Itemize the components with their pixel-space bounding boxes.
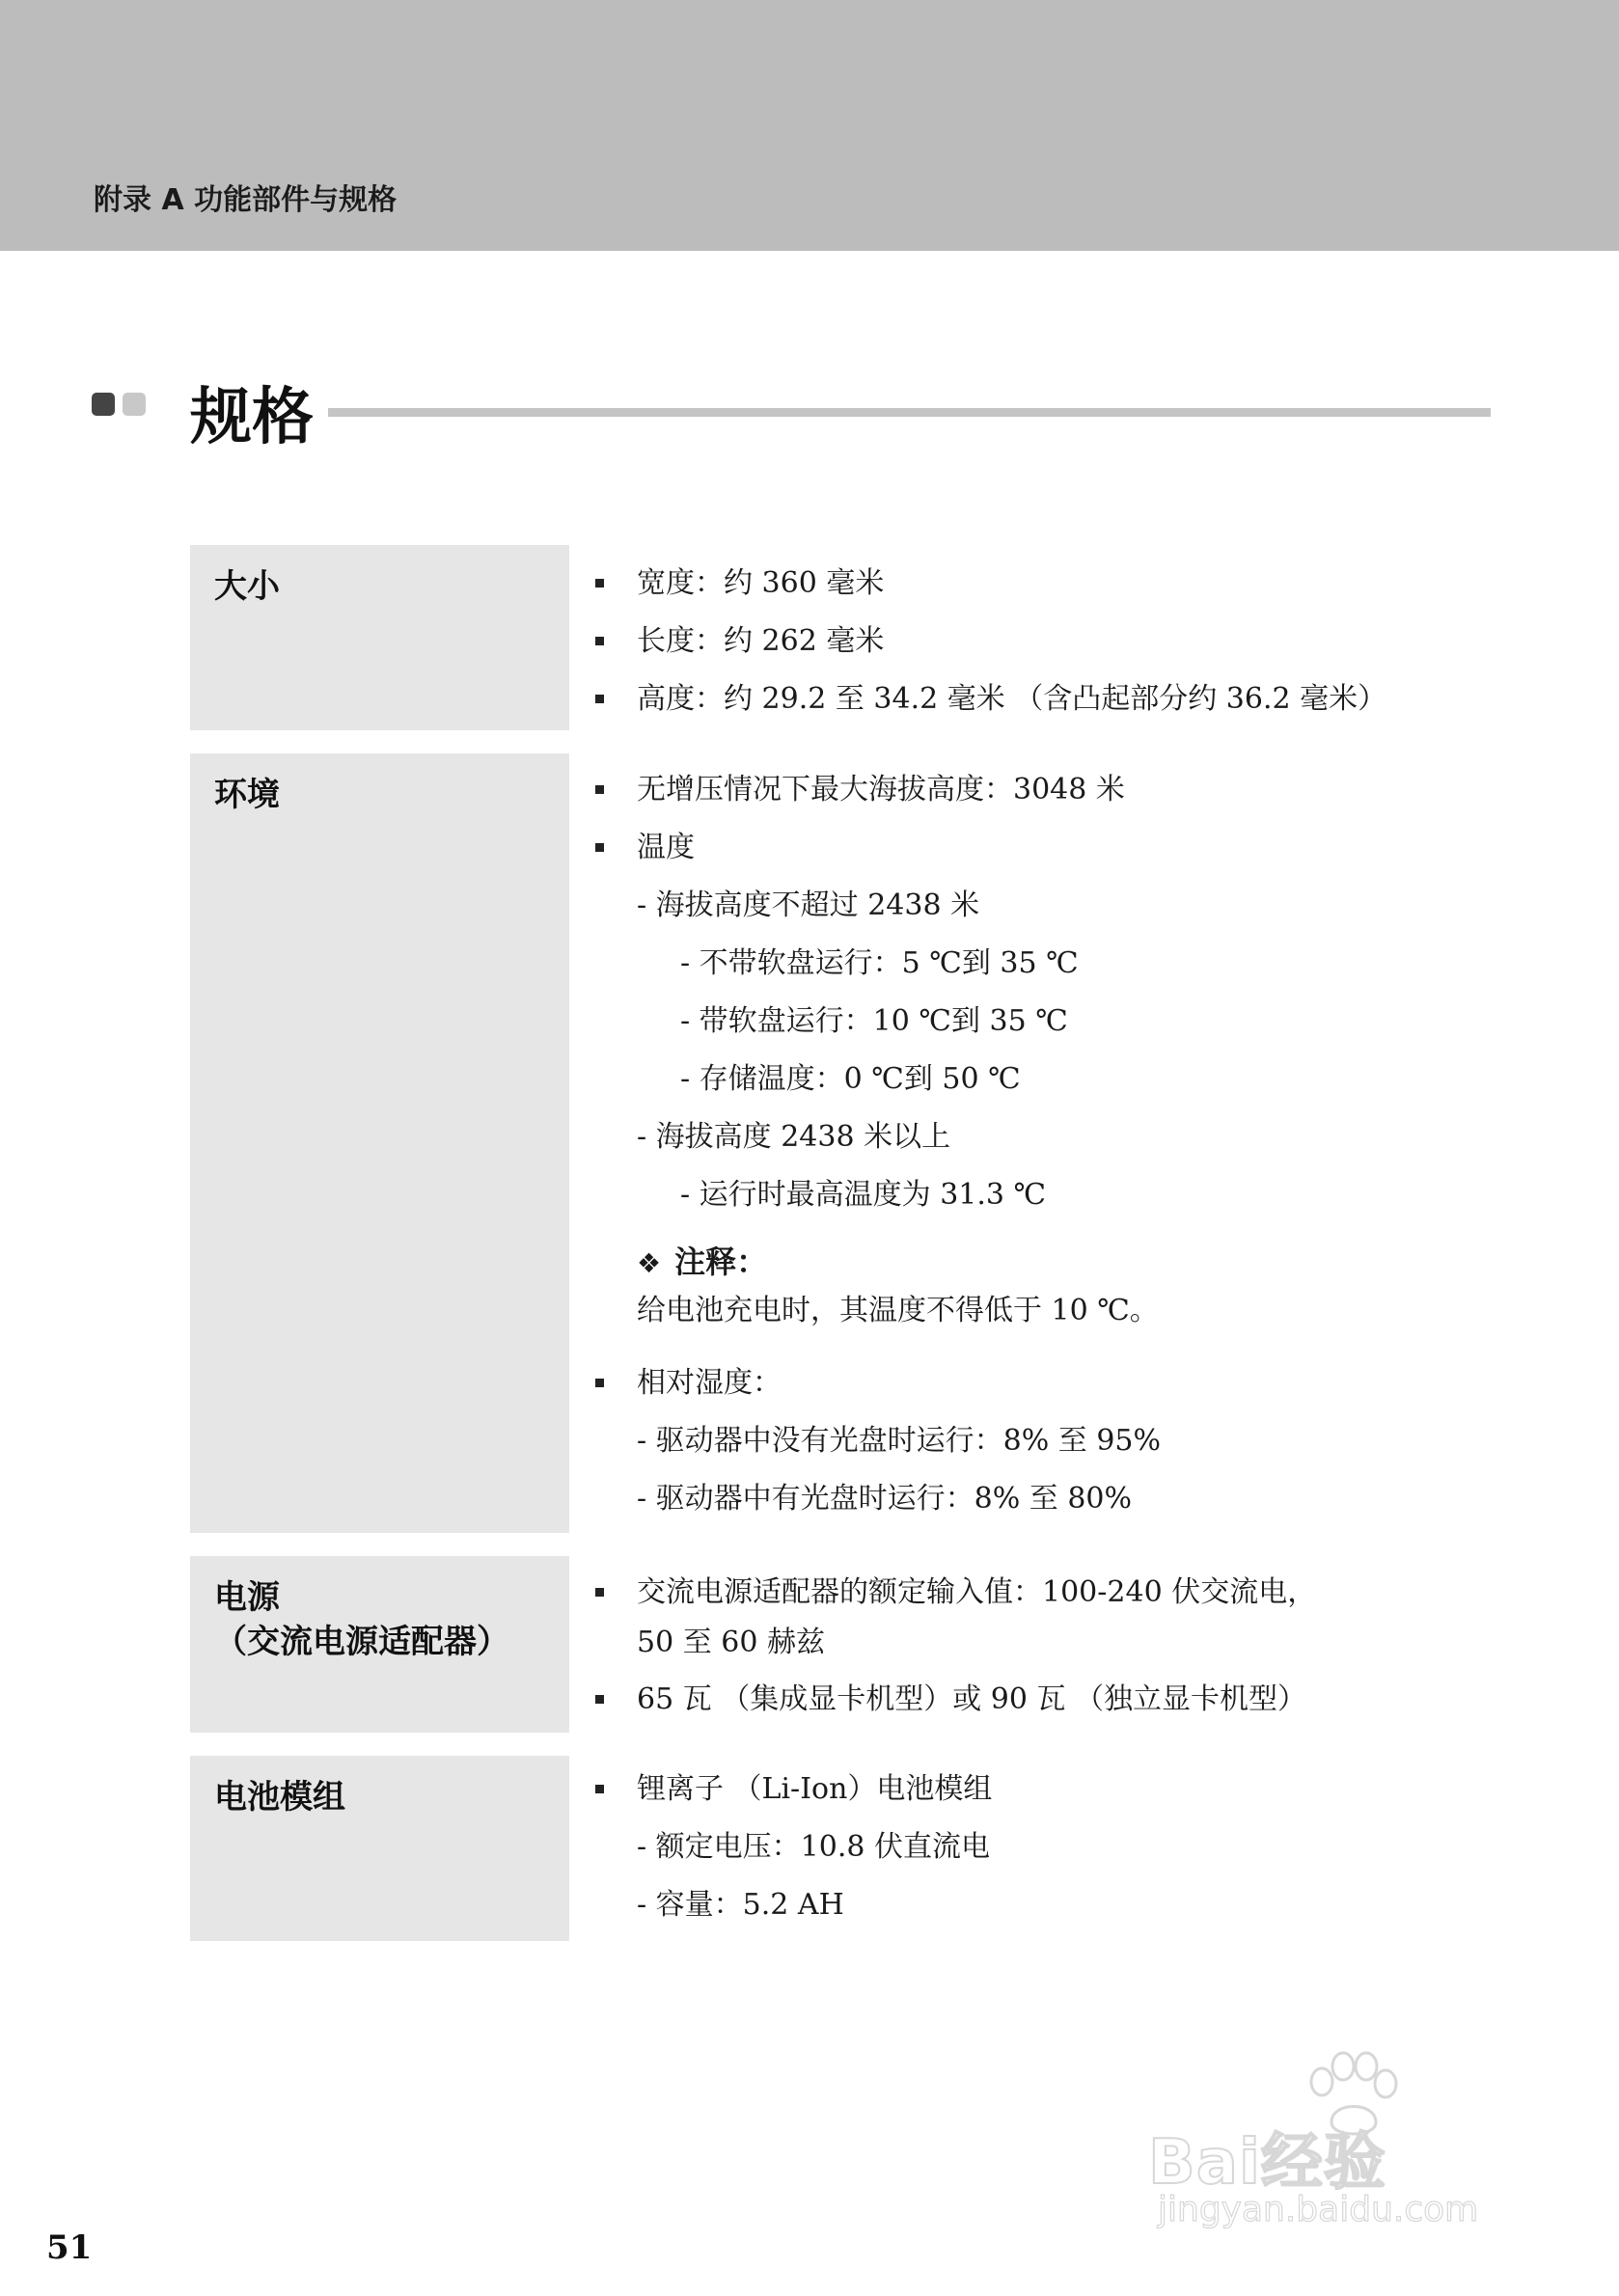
spec-label-box	[190, 753, 569, 1533]
page-number: 51	[46, 2228, 93, 2267]
bullet-icon	[595, 637, 604, 645]
bullet-icon	[595, 785, 604, 794]
spec-label-box	[190, 545, 569, 730]
chapter-title: 附录 A 功能部件与规格	[94, 183, 398, 217]
bullet-icon	[595, 1588, 604, 1597]
title-rule	[328, 408, 1491, 417]
spec-label: 大小	[214, 567, 280, 606]
bullet-icon	[595, 1785, 604, 1793]
diamond-note-icon: ❖	[637, 1247, 662, 1279]
spec-label-box	[190, 1756, 569, 1941]
bullet-icon	[595, 1379, 604, 1387]
spec-label: 电池模组	[214, 1778, 345, 1817]
spec-section-power: 电源 （交流电源适配器） 交流电源适配器的额定输入值：100-240 伏交流电， 50 至 60 赫兹 65 瓦 （集成显卡机型）或 90 瓦 （独立显卡机型）	[190, 1556, 1483, 1733]
bullet-icon	[595, 695, 604, 703]
title-square-dark-icon	[92, 393, 115, 416]
spec-label-box	[190, 1556, 569, 1733]
title-square-light-icon	[123, 393, 146, 416]
spec-section-battery: 电池模组 锂离子 （Li-Ion）电池模组 - 额定电压：10.8 伏直流电 - 容量：5.2 AH	[190, 1756, 1483, 1941]
spec-label: 环境	[214, 776, 280, 814]
spec-section-size: 大小 宽度：约 360 毫米 长度：约 262 毫米 高度：约 29.2 至 34.2 毫米 （含凸起部分约 36.2 毫米）	[190, 545, 1483, 730]
watermark-main-text: Bai经验	[1148, 2127, 1386, 2199]
bullet-icon	[595, 579, 604, 588]
page-title: 规格	[190, 382, 314, 453]
spec-section-environment: 环境 无增压情况下最大海拔高度：3048 米 温度 - 海拔高度不超过 2438 米 - 不带软盘运行：5 ℃到 35 ℃ - 带软盘运行：10 ℃到 35 ℃ - 存储温度：0 ℃到 50 ℃ - 海拔高度 2438 米以上 - 运行时最高温度为 31.3 ℃ ❖ 注释： 给电池充电时，其温度不得低于 10 ℃。 相对湿度： - 驱动器中没有光盘时运行：8% 至 95% - 驱动器中有光盘时运行：8% 至 80%	[190, 753, 1483, 1533]
baidu-watermark	[1148, 2045, 1534, 2238]
section-title-row	[92, 371, 1491, 453]
note-heading: ❖ 注释：	[637, 1244, 768, 1280]
bullet-icon	[595, 843, 604, 852]
bullet-icon	[595, 1695, 604, 1704]
header-band	[0, 0, 1619, 251]
watermark-url-text: jingyan.baidu.com	[1158, 2190, 1479, 2229]
spec-label: 电源 （交流电源适配器）	[214, 1578, 509, 1661]
